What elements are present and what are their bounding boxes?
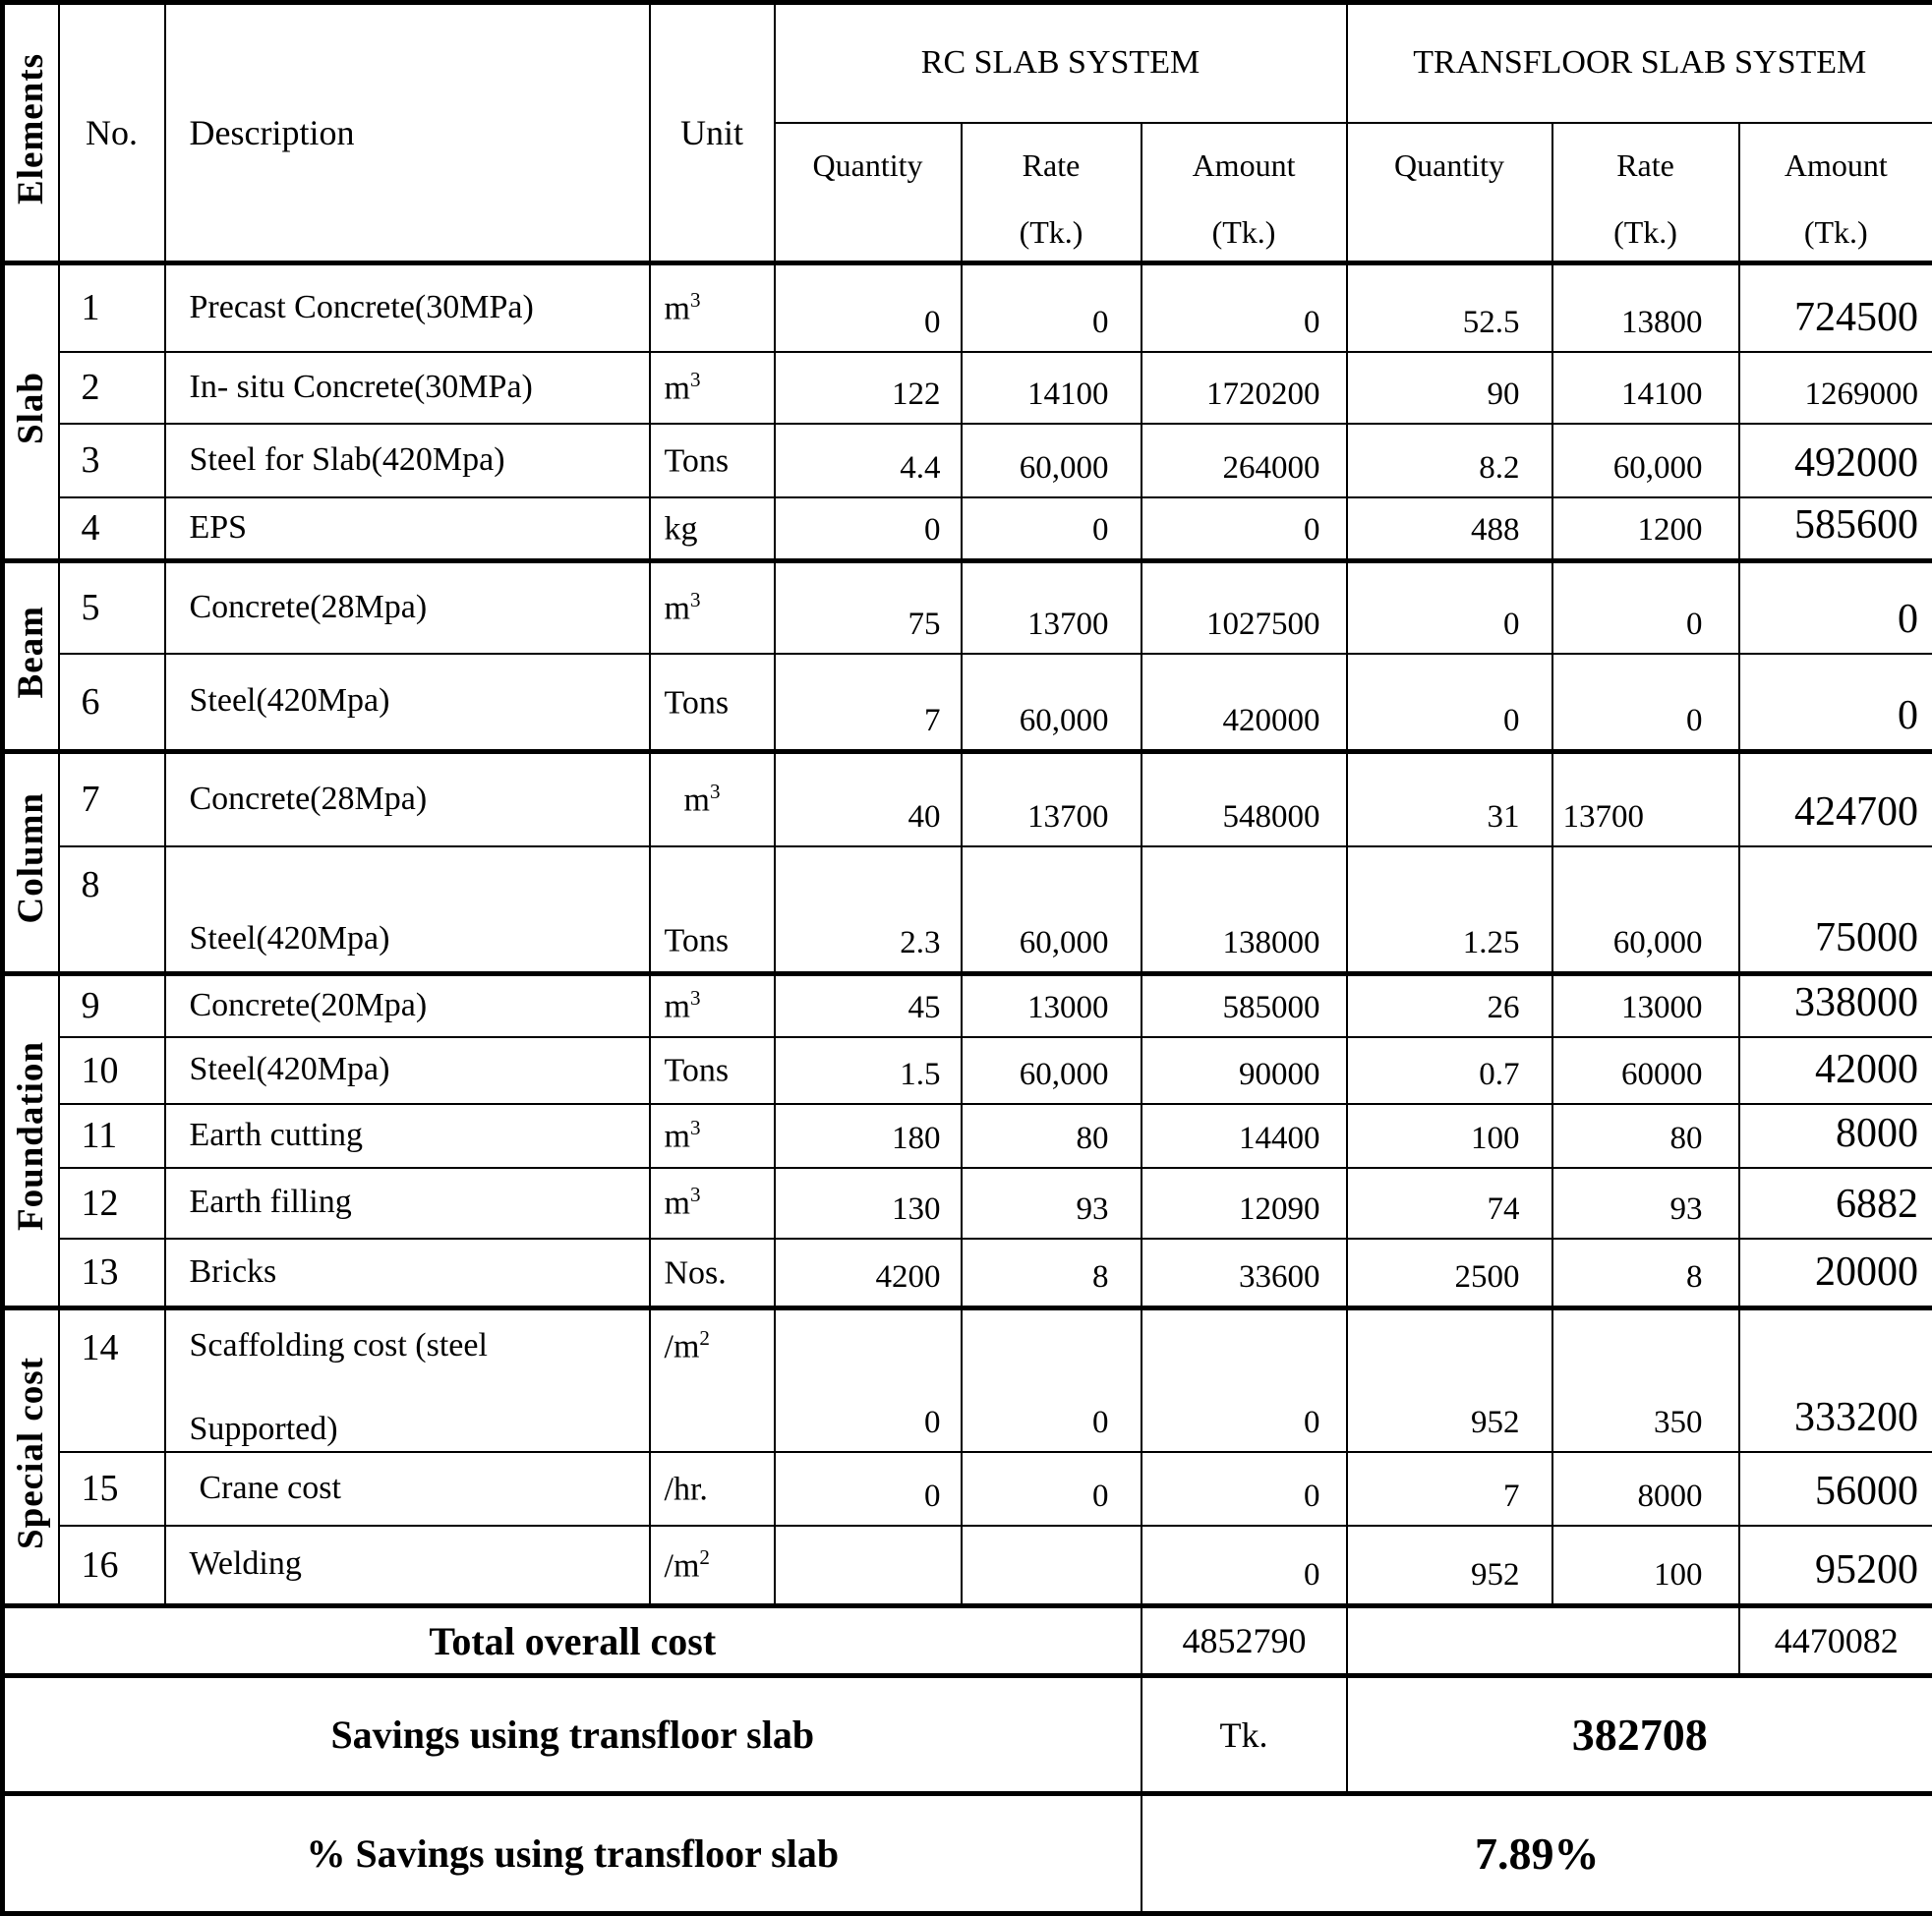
cell-description: EPS (165, 497, 650, 561)
cell-tf-quantity: 74 (1347, 1168, 1552, 1239)
header-tf-rate: Rate (Tk.) (1552, 123, 1739, 263)
cell-no: 6 (59, 654, 165, 752)
table-row (3, 561, 1932, 654)
cell-tf-quantity: 8.2 (1347, 424, 1552, 497)
cell-tf-quantity: 7 (1347, 1452, 1552, 1526)
cell-rc-rate: 13700 (962, 561, 1142, 654)
cell-tf-amount: 75000 (1739, 846, 1932, 974)
cell-unit: $m^3$ (650, 263, 775, 352)
cell-no: 13 (59, 1239, 165, 1308)
table-row (3, 1452, 1932, 1526)
cell-rc-quantity: 75 (775, 561, 962, 654)
cell-tf-amount: 338000 (1739, 974, 1932, 1037)
cell-rc-quantity: 7 (775, 654, 962, 752)
percent-savings-label: % Savings using transfloor slab (3, 1794, 1142, 1914)
cell-rc-rate: 13000 (962, 974, 1142, 1037)
cell-description: Bricks (165, 1239, 650, 1308)
group-column: Column (3, 752, 59, 974)
cell-unit: Tons (650, 846, 775, 974)
cell-rc-quantity (775, 1526, 962, 1606)
cell-tf-amount: 20000 (1739, 1239, 1932, 1308)
cell-rc-amount: 0 (1142, 1526, 1347, 1606)
cell-rc-amount: 0 (1142, 497, 1347, 561)
cell-no: 5 (59, 561, 165, 654)
cell-no: 3 (59, 424, 165, 497)
total-rc-amount: 4852790 (1142, 1606, 1347, 1676)
cell-rc-rate (962, 1526, 1142, 1606)
cell-rc-rate: 0 (962, 263, 1142, 352)
table-row (3, 1104, 1932, 1168)
cell-no: 10 (59, 1037, 165, 1104)
table-row (3, 654, 1932, 752)
table-row (3, 1308, 1932, 1452)
cell-tf-quantity: 26 (1347, 974, 1552, 1037)
cell-tf-amount: 333200 (1739, 1308, 1932, 1452)
cell-rc-rate: 60,000 (962, 424, 1142, 497)
cell-tf-rate: 0 (1552, 561, 1739, 654)
group-beam: Beam (3, 561, 59, 752)
cell-description: Scaffolding cost (steel Supported) (165, 1308, 650, 1452)
cell-description: Earth filling (165, 1168, 650, 1239)
cell-rc-amount: 264000 (1142, 424, 1347, 497)
group-special-cost: Special cost (3, 1308, 59, 1606)
cell-rc-quantity: 40 (775, 752, 962, 846)
cell-rc-amount: 548000 (1142, 752, 1347, 846)
cell-rc-amount: 1027500 (1142, 561, 1347, 654)
cell-tf-amount: 42000 (1739, 1037, 1932, 1104)
cell-tf-rate: 8 (1552, 1239, 1739, 1308)
cell-rc-rate: 60,000 (962, 846, 1142, 974)
cell-description: Crane cost (165, 1452, 650, 1526)
cell-rc-amount: 1720200 (1142, 352, 1347, 424)
table-row (3, 752, 1932, 846)
cell-tf-rate: 100 (1552, 1526, 1739, 1606)
header-row-systems (3, 3, 1932, 123)
cell-rc-rate: 80 (962, 1104, 1142, 1168)
cell-rc-quantity: 0 (775, 497, 962, 561)
cell-tf-rate: 13700 (1552, 752, 1739, 846)
cell-rc-amount: 90000 (1142, 1037, 1347, 1104)
total-overall-cost-label: Total overall cost (3, 1606, 1142, 1676)
cell-rc-rate: 13700 (962, 752, 1142, 846)
cell-tf-rate: 60,000 (1552, 424, 1739, 497)
percent-savings-row (3, 1794, 1932, 1914)
header-rc-rate: Rate (Tk.) (962, 123, 1142, 263)
cell-rc-rate: 0 (962, 1452, 1142, 1526)
cell-no: 11 (59, 1104, 165, 1168)
header-tf-amount: Amount (Tk.) (1739, 123, 1932, 263)
cell-tf-quantity: 1.25 (1347, 846, 1552, 974)
table-row (3, 352, 1932, 424)
table-row (3, 263, 1932, 352)
cell-rc-quantity: 45 (775, 974, 962, 1037)
savings-label: Savings using transfloor slab (3, 1676, 1142, 1794)
cell-tf-quantity: 0.7 (1347, 1037, 1552, 1104)
cell-tf-amount: 585600 (1739, 497, 1932, 561)
cell-tf-quantity: 2500 (1347, 1239, 1552, 1308)
table-row (3, 1239, 1932, 1308)
header-elements (3, 3, 59, 263)
cell-rc-quantity: 130 (775, 1168, 962, 1239)
header-description: Description (165, 3, 650, 263)
cell-rc-quantity: 0 (775, 1452, 962, 1526)
cell-description: Concrete(28Mpa) (165, 752, 650, 846)
cell-rc-amount: 420000 (1142, 654, 1347, 752)
cell-description: In- situ Concrete(30MPa) (165, 352, 650, 424)
header-tf-quantity: Quantity (1347, 123, 1552, 263)
header-rc-system: RC SLAB SYSTEM (775, 3, 1347, 123)
cell-tf-amount: 424700 (1739, 752, 1932, 846)
savings-value: 382708 (1347, 1676, 1932, 1794)
cell-description: Concrete(20Mpa) (165, 974, 650, 1037)
cell-tf-amount: 492000 (1739, 424, 1932, 497)
total-empty-cell (1347, 1606, 1739, 1676)
cell-rc-quantity: 1.5 (775, 1037, 962, 1104)
cell-rc-rate: 14100 (962, 352, 1142, 424)
cell-tf-amount: 1269000 (1739, 352, 1932, 424)
table-row (3, 1526, 1932, 1606)
table-row (3, 497, 1932, 561)
cell-rc-quantity: 122 (775, 352, 962, 424)
cell-description: Concrete(28Mpa) (165, 561, 650, 654)
cell-rc-rate: 0 (962, 1308, 1142, 1452)
cell-tf-quantity: 52.5 (1347, 263, 1552, 352)
cell-tf-quantity: 952 (1347, 1308, 1552, 1452)
cell-no: 1 (59, 263, 165, 352)
table-row (3, 974, 1932, 1037)
savings-currency: Tk. (1142, 1676, 1347, 1794)
cell-tf-rate: 13800 (1552, 263, 1739, 352)
cell-unit: $m^3$ (650, 561, 775, 654)
cell-tf-quantity: 0 (1347, 561, 1552, 654)
cell-unit: Tons (650, 654, 775, 752)
cell-rc-rate: 60,000 (962, 654, 1142, 752)
cell-tf-amount: 0 (1739, 561, 1932, 654)
cell-rc-amount: 14400 (1142, 1104, 1347, 1168)
table-row (3, 1168, 1932, 1239)
cell-unit: Tons (650, 1037, 775, 1104)
cell-description: Steel(420Mpa) (165, 1037, 650, 1104)
cell-tf-rate: 60000 (1552, 1037, 1739, 1104)
header-rc-quantity: Quantity (775, 123, 962, 263)
cell-description: Precast Concrete(30MPa) (165, 263, 650, 352)
cell-tf-rate: 93 (1552, 1168, 1739, 1239)
cell-rc-rate: 60,000 (962, 1037, 1142, 1104)
cell-tf-rate: 0 (1552, 654, 1739, 752)
cell-unit: $/m^2$ (650, 1526, 775, 1606)
cell-tf-quantity: 90 (1347, 352, 1552, 424)
table-row (3, 424, 1932, 497)
cell-rc-amount: 33600 (1142, 1239, 1347, 1308)
cell-tf-quantity: 952 (1347, 1526, 1552, 1606)
cell-rc-quantity: 180 (775, 1104, 962, 1168)
cell-rc-quantity: 0 (775, 263, 962, 352)
cell-rc-amount: 0 (1142, 1308, 1347, 1452)
cell-rc-amount: 585000 (1142, 974, 1347, 1037)
cell-tf-amount: 6882 (1739, 1168, 1932, 1239)
table-row (3, 846, 1932, 974)
cell-rc-quantity: 4200 (775, 1239, 962, 1308)
header-elements-label: Elements (10, 53, 52, 204)
cell-rc-quantity: 0 (775, 1308, 962, 1452)
cell-unit: kg (650, 497, 775, 561)
cell-tf-quantity: 488 (1347, 497, 1552, 561)
cell-unit: $m^3$ (650, 974, 775, 1037)
total-row (3, 1606, 1932, 1676)
header-unit: Unit (650, 3, 775, 263)
cell-tf-quantity: 0 (1347, 654, 1552, 752)
cell-unit: Tons (650, 424, 775, 497)
cell-tf-rate: 350 (1552, 1308, 1739, 1452)
cell-no: 12 (59, 1168, 165, 1239)
cell-tf-amount: 8000 (1739, 1104, 1932, 1168)
cell-rc-amount: 12090 (1142, 1168, 1347, 1239)
cell-description: Earth cutting (165, 1104, 650, 1168)
cell-description: Steel(420Mpa) (165, 846, 650, 974)
cell-rc-amount: 0 (1142, 263, 1347, 352)
cell-no: 9 (59, 974, 165, 1037)
cell-tf-rate: 13000 (1552, 974, 1739, 1037)
cell-unit: $m^3$ (650, 1168, 775, 1239)
cell-unit: $m^3$ (650, 752, 775, 846)
cell-unit: $/m^2$ (650, 1308, 775, 1452)
group-foundation: Foundation (3, 974, 59, 1308)
cell-rc-amount: 0 (1142, 1452, 1347, 1526)
cell-no: 4 (59, 497, 165, 561)
total-tf-amount: 4470082 (1739, 1606, 1932, 1676)
cell-rc-amount: 138000 (1142, 846, 1347, 974)
cell-description: Steel for Slab(420Mpa) (165, 424, 650, 497)
cell-tf-rate: 80 (1552, 1104, 1739, 1168)
cell-tf-rate: 60,000 (1552, 846, 1739, 974)
savings-row (3, 1676, 1932, 1794)
percent-savings-value: 7.89% (1142, 1794, 1932, 1914)
header-transfloor-system: TRANSFLOOR SLAB SYSTEM (1347, 3, 1932, 123)
cell-no: 7 (59, 752, 165, 846)
cell-no: 16 (59, 1526, 165, 1606)
cell-no: 2 (59, 352, 165, 424)
group-slab: Slab (3, 263, 59, 561)
cell-description: Steel(420Mpa) (165, 654, 650, 752)
cell-tf-amount: 724500 (1739, 263, 1932, 352)
cell-unit: $m^3$ (650, 1104, 775, 1168)
cell-no: 14 (59, 1308, 165, 1452)
cell-rc-rate: 8 (962, 1239, 1142, 1308)
cell-unit: Nos. (650, 1239, 775, 1308)
cell-unit: /hr. (650, 1452, 775, 1526)
cell-description: Welding (165, 1526, 650, 1606)
cell-tf-quantity: 100 (1347, 1104, 1552, 1168)
cell-rc-rate: 93 (962, 1168, 1142, 1239)
cell-unit: $m^3$ (650, 352, 775, 424)
cell-tf-amount: 95200 (1739, 1526, 1932, 1606)
cell-rc-rate: 0 (962, 497, 1142, 561)
cell-no: 8 (59, 846, 165, 974)
cell-tf-amount: 0 (1739, 654, 1932, 752)
cell-tf-rate: 1200 (1552, 497, 1739, 561)
cell-tf-amount: 56000 (1739, 1452, 1932, 1526)
header-no: No. (59, 3, 165, 263)
cell-tf-rate: 8000 (1552, 1452, 1739, 1526)
cell-tf-quantity: 31 (1347, 752, 1552, 846)
header-rc-amount: Amount (Tk.) (1142, 123, 1347, 263)
cell-no: 15 (59, 1452, 165, 1526)
cell-rc-quantity: 2.3 (775, 846, 962, 974)
cell-tf-rate: 14100 (1552, 352, 1739, 424)
cell-rc-quantity: 4.4 (775, 424, 962, 497)
table-row (3, 1037, 1932, 1104)
